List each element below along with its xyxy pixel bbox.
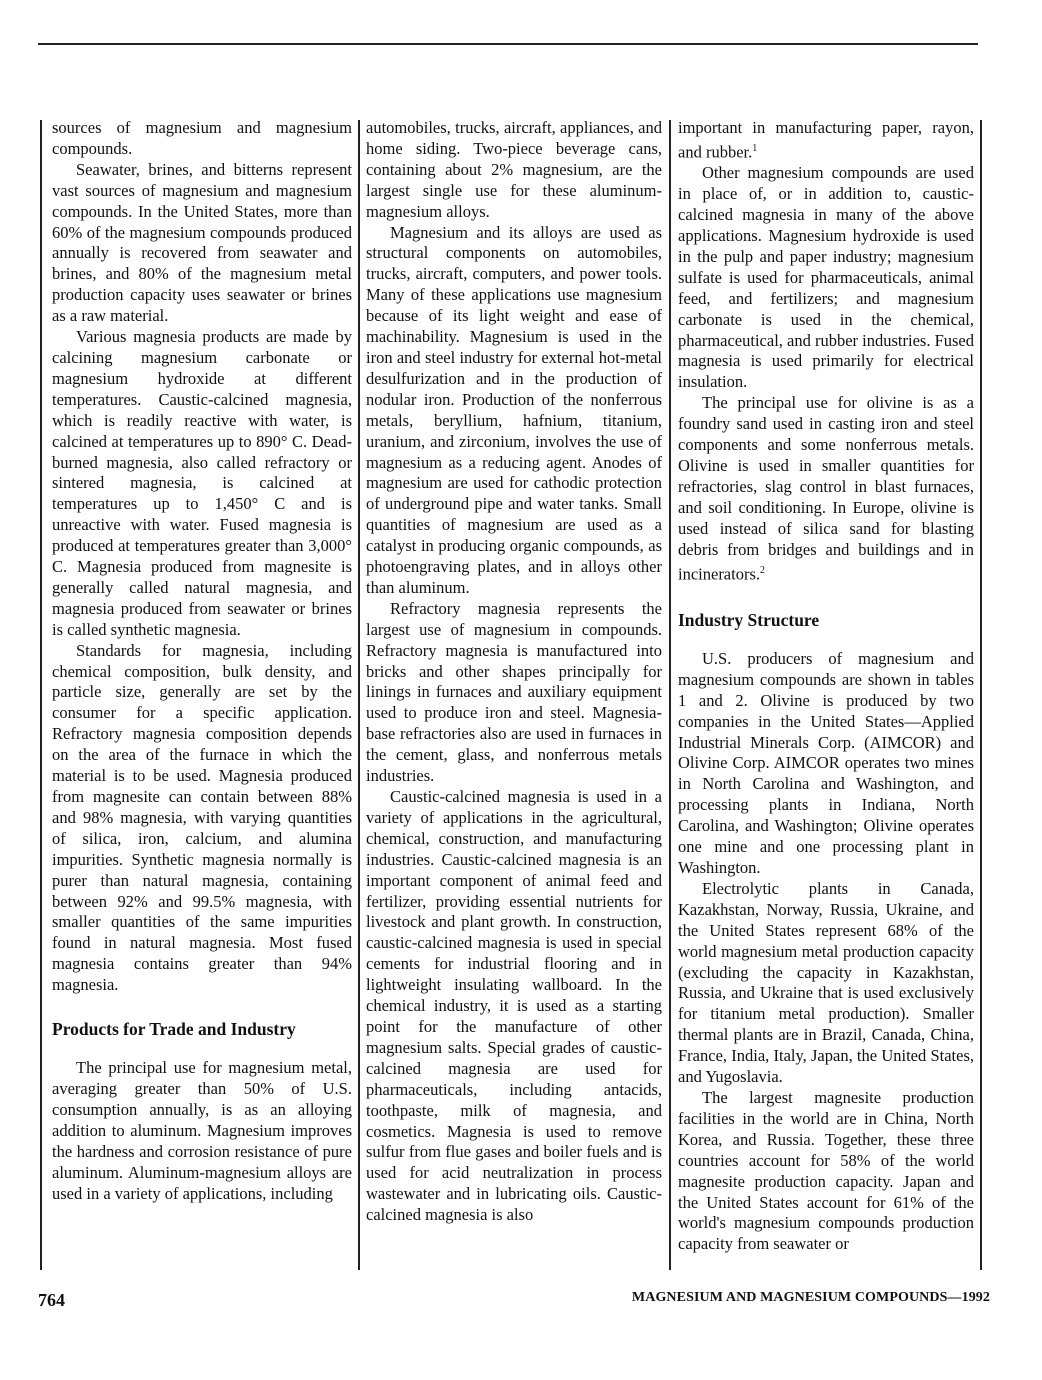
paragraph: The largest magnesite production facilities in the world are in China, North Korea, and Russia. Together, these three countries account for 58% of the world magnesite production capacity. Japan and the United States account for 61% of the world's magnesium compounds production capacity from seawater or [678,1087,974,1254]
column-1 [52,118,352,1204]
paragraph: automobiles, trucks, aircraft, appliances, and home siding. Two-piece beverage cans, containing about 2% magnesium, are the largest single use for these aluminum-magnesium alloys. [366,118,662,221]
page-number: 764 [38,1290,65,1310]
paragraph: The principal use for magnesium metal, averaging greater than 50% of U.S. consumption annually, is as an alloying addition to aluminum. Magnesium improves the hardness and corrosion resistance of pure aluminum. Aluminum-magnesium alloys are used in a variety of applications, including [52,1058,352,1203]
section-heading: Products for Trade and Industry [52,1019,296,1040]
left-margin-rule [40,120,42,1270]
column-divider-1 [358,120,360,1270]
paragraph: Magnesium and its alloys are used as structural components on automobiles, trucks, aircraft, computers, and power tools. Many of these applications use magnesium because of its light weight and ease of machinability. Magnesium is used in the iron and steel industry for external hot-metal desulfurization and in the production of nodular iron. Production of the nonferrous metals, beryllium, hafnium, titanium, uranium, and zirconium, involves the use of magnesium as a reducing agent. Anodes of magnesium are used for cathodic protection of underground pipe and water tanks. Small quantities of magnesium are used as a catalyst in producing organic compounds, as photoengraving plates, and in alloys other than aluminum. [366,222,662,597]
paragraph-text: The principal use for olivine is as a foundry sand used in casting iron and steel components and some nonferrous metals. Olivine is used in smaller quantities for refractories, slag control in blast furnaces, and soil conditioning. In Europe, olivine is used instead of silica sand for blasting debris from bridges and buildings and in incinerators. [678,393,974,584]
paragraph: Various magnesia products are made by calcining magnesium carbonate or magnesium hydroxide at different temperatures. Caustic-calcined magnesia, which is readily reactive with water, is calcined at temperatures up to 890° C. Dead-burned magnesia, also called refractory or sintered magnesia, is calcined at temperatures up to 1,450° C and is unreactive with water. Fused magnesia is produced at temperatures greater than 3,000° C. Magnesia produced from magnesite is generally called natural magnesia, and magnesia produced from seawater or brines is called synthetic magnesia. [52,327,352,639]
column-divider-2 [669,120,671,1270]
paragraph [678,118,974,163]
right-margin-rule [980,120,982,1270]
top-rule [38,43,978,45]
footnote-ref: 2 [760,564,766,576]
paragraph: Other magnesium compounds are used in place of, or in addition to, caustic-calcined magnesia in many of the above applications. Magnesium hydroxide is used in the pulp and paper industry; magnesium sulfate is used for pharmaceuticals, animal feed, and fertilizers; and magnesium carbonate is used in the chemical, pharmaceutical, and rubber industries. Fused magnesia is used primarily for electrical insulation. [678,163,974,392]
paragraph-text: important in manufacturing paper, rayon, and rubber. [678,118,974,162]
section-heading: Industry Structure [678,609,820,630]
paragraph: Seawater, brines, and bitterns represent vast sources of magnesium and magnesium compounds. In the United States, more than 60% of the magnesium compounds produced annually is recovered from seawater and brines, and 80% of the magnesium metal production capacity uses seawater or brines as a raw material. [52,159,352,326]
paragraph: sources of magnesium and magnesium compounds. [52,118,352,158]
paragraph [678,393,974,585]
paragraph: Standards for magnesia, including chemical composition, bulk density, and particle size, generally are set by the consumer for a specific application. Refractory magnesia composition depends on the area of the furnace in which the material is to be used. Magnesia produced from magnesite can contain between 88% and 98% magnesia, with varying quantities of silica, iron, calcium, and alumina impurities. Synthetic magnesia normally is purer than natural magnesia, containing between 92% and 99.5% magnesia, with smaller quantities of the same impurities found in natural magnesia. Most fused magnesia contains greater than 94% magnesia. [52,640,352,995]
paragraph: Refractory magnesia represents the largest use of magnesium in compounds. Refractory magnesia is manufactured into bricks and other shapes principally for linings in furnaces and auxiliary equipment used to produce iron and steel. Magnesia-base refractories also are used in furnaces in the cement, glass, and nonferrous metals industries. [366,598,662,786]
column-3 [678,118,974,1255]
footnote-ref: 1 [752,142,758,154]
paragraph: Caustic-calcined magnesia is used in a variety of applications in the agricultural, chemical, construction, and manufacturing industries. Caustic-calcined magnesia is an important component of animal feed and fertilizer, providing essential nutrients for livestock and plant growth. In construction, caustic-calcined magnesia is used in special cements for industrial flooring and in lightweight insulating wallboard. In the chemical industry, it is used as a starting point for the manufacture of other magnesium salts. Special grades of caustic-calcined magnesia are used for pharmaceuticals, including antacids, toothpaste, milk of magnesia, and cosmetics. Magnesia is used to remove sulfur from flue gases and boiler fuels and is used for acid neutralization in process wastewater and in lubricating oils. Caustic-calcined magnesia is also [366,787,662,1225]
column-2 [366,118,662,1226]
running-title: MAGNESIUM AND MAGNESIUM COMPOUNDS—1992 [631,1290,990,1305]
paragraph: Electrolytic plants in Canada, Kazakhstan, Norway, Russia, Ukraine, and the United States represent 68% of the world magnesium metal production capacity (excluding the capacity in Kazakhstan, Russia, and Ukraine that is used exclusively for titanium metal production). Smaller thermal plants are in Brazil, Canada, China, France, India, Italy, Japan, the United States, and Yugoslavia. [678,878,974,1087]
paragraph: U.S. producers of magnesium and magnesium compounds are shown in tables 1 and 2. Olivine is produced by two companies in the United States—Applied Industrial Minerals Corp. (AIMCOR) and Olivine Corp. AIMCOR operates two mines in North Carolina and Washington, and processing plants in Indiana, North Carolina, and Washington; Olivine operates one mine and one processing plant in Washington. [678,648,974,877]
